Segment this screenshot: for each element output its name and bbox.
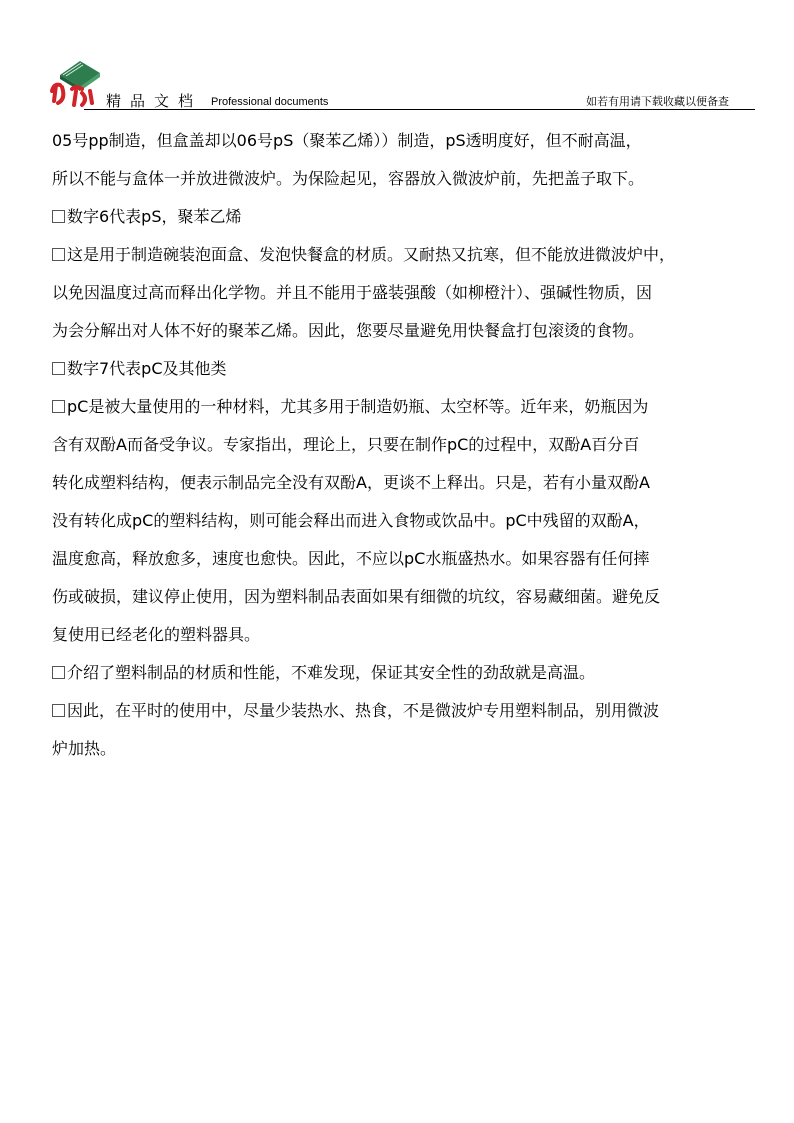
body-line <box>52 579 772 617</box>
line-text: 以免因温度过高而释出化学物。并且不能用于盛装强酸（如柳橙汁）、强碱性物质，因 <box>52 283 653 302</box>
line-text: 没有转化成pC的塑料结构，则可能会释出而进入食物或饮品中。pC中残留的双酚A， <box>52 511 650 530</box>
line-text: 数字6代表pS，聚苯乙烯 <box>67 207 242 226</box>
checkbox-icon <box>52 704 65 717</box>
body-line <box>52 655 772 693</box>
body-line <box>52 389 772 427</box>
line-text: 介绍了塑料制品的材质和性能，不难发现，保证其安全性的劲敌就是高温。 <box>67 663 596 682</box>
line-text: 因此，在平时的使用中，尽量少装热水、热食，不是微波炉专用塑料制品，别用微波 <box>67 701 660 720</box>
body-line <box>52 503 772 541</box>
line-text: 为会分解出对人体不好的聚苯乙烯。因此，您要尽量避免用快餐盒打包滚烫的食物。 <box>52 321 645 340</box>
checkbox-icon <box>52 362 65 375</box>
line-text: 这是用于制造碗装泡面盒、发泡快餐盒的材质。又耐热又抗寒，但不能放进微波炉中， <box>67 245 676 264</box>
line-text: 转化成塑料结构，便表示制品完全没有双酚A，更谈不上释出。只是，若有小量双酚A <box>52 473 650 492</box>
brand-subtitle: Professional documents <box>211 96 329 108</box>
body-line <box>52 617 772 655</box>
line-text: 含有双酚A而备受争议。专家指出，理论上，只要在制作pC的过程中，双酚A百分百 <box>52 435 640 454</box>
checkbox-icon <box>52 666 65 679</box>
line-text: 05号pp制造，但盒盖却以06号pS（聚苯乙烯））制造，pS透明度好，但不耐高温， <box>52 131 642 150</box>
line-text: pC是被大量使用的一种材料，尤其多用于制造奶瓶、太空杯等。近年来，奶瓶因为 <box>67 397 649 416</box>
brand-title: 精品文档 <box>106 92 203 110</box>
line-text: 温度愈高，释放愈多，速度也愈快。因此，不应以pC水瓶盛热水。如果容器有任何摔 <box>52 549 650 568</box>
logo-text <box>0 0 1 1</box>
body-line <box>52 123 772 161</box>
line-text: 数字7代表pC及其他类 <box>67 359 227 378</box>
header-divider <box>84 109 755 110</box>
body-line <box>52 313 772 351</box>
checkbox-icon <box>52 400 65 413</box>
line-text: 炉加热。 <box>52 739 117 758</box>
section-heading <box>52 351 772 389</box>
body-line <box>52 427 772 465</box>
download-note: 如若有用请下载收藏以便备查 <box>586 96 729 108</box>
body-line <box>52 237 772 275</box>
body-line <box>52 541 772 579</box>
page-header <box>0 0 794 112</box>
checkbox-icon <box>52 248 65 261</box>
body-line <box>52 465 772 503</box>
line-text: 所以不能与盒体一并放进微波炉。为保险起见，容器放入微波炉前，先把盖子取下。 <box>52 169 645 188</box>
line-text: 复使用已经老化的塑料器具。 <box>52 625 261 644</box>
document-body <box>52 123 772 769</box>
book-logo-icon <box>46 55 104 107</box>
section-heading <box>52 199 772 237</box>
checkbox-icon <box>52 210 65 223</box>
line-text: 伤或破损，建议停止使用，因为塑料制品表面如果有细微的坑纹，容易藏细菌。避免反 <box>52 587 661 606</box>
body-line <box>52 731 772 769</box>
body-line <box>52 693 772 731</box>
body-line <box>52 161 772 199</box>
body-line <box>52 275 772 313</box>
